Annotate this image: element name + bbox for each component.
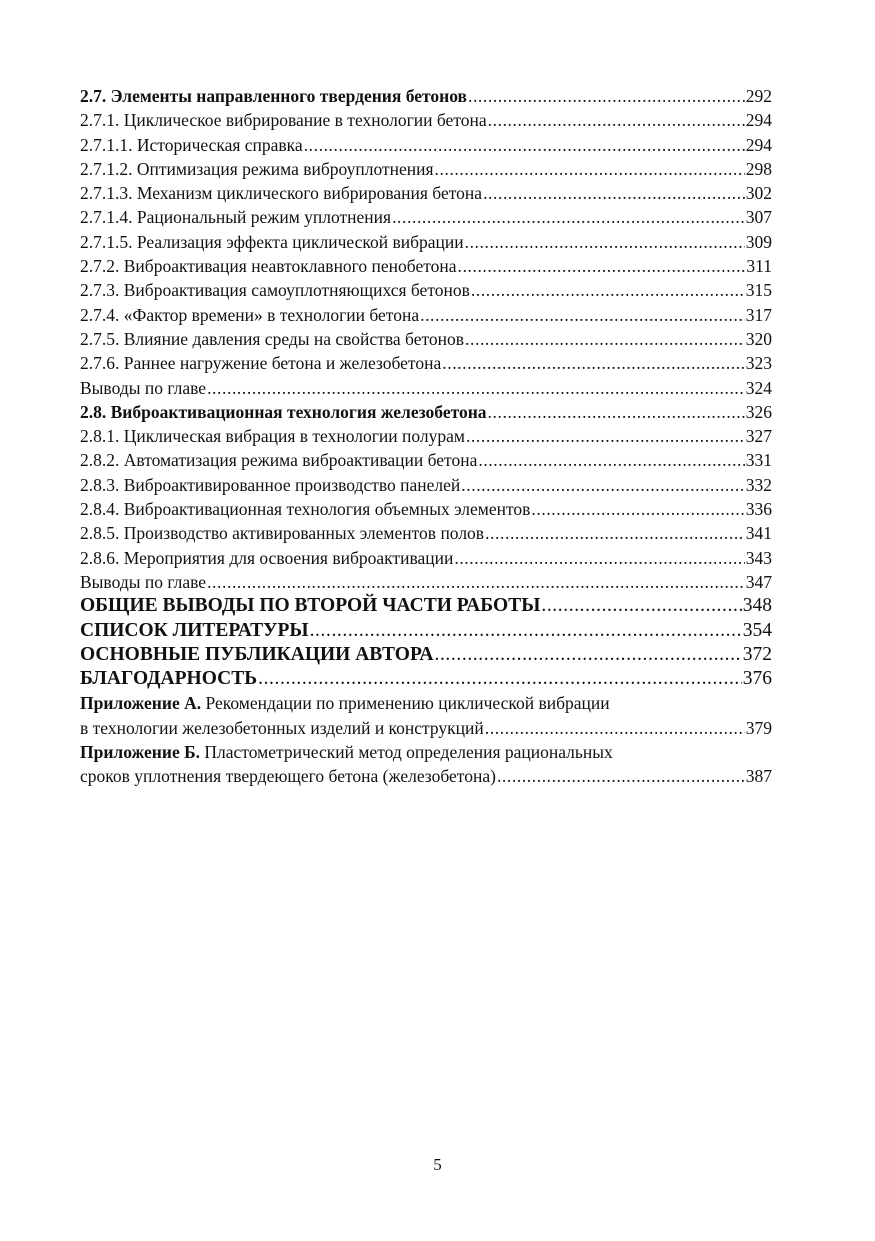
leader-dots bbox=[420, 303, 745, 327]
toc-entry-appendix-b[interactable] bbox=[80, 740, 772, 789]
toc-entry-title: 2.7.6. Раннее нагружение бетона и железобетона bbox=[80, 353, 442, 374]
toc-entry-2-8[interactable] bbox=[80, 400, 772, 424]
toc-page-number: 298 bbox=[745, 158, 772, 179]
toc-entry-2-8-2[interactable] bbox=[80, 448, 772, 472]
toc-page-number: 336 bbox=[745, 499, 772, 520]
toc-entry-2-8-6[interactable] bbox=[80, 546, 772, 570]
toc-entry-title: 2.7.4. «Фактор времени» в технологии бетона bbox=[80, 304, 420, 325]
toc-entry-title: 2.7.1. Циклическое вибрирование в технологии бетона bbox=[80, 110, 487, 131]
toc-page-number: 347 bbox=[745, 571, 772, 592]
leader-dots bbox=[488, 108, 745, 132]
toc-entry-title: 2.7.3. Виброактивация самоуплотняющихся бетонов bbox=[80, 280, 470, 301]
toc-page-number: 326 bbox=[745, 401, 772, 422]
toc-entry-bold-title: Приложение Б. bbox=[80, 742, 201, 763]
toc-entry-title: Выводы по главе bbox=[80, 571, 207, 592]
toc-entry-2-8-3[interactable] bbox=[80, 473, 772, 497]
leader-dots bbox=[310, 619, 742, 643]
toc-entry-title: 2.8.2. Автоматизация режима виброактивации бетона bbox=[80, 450, 478, 471]
leader-dots bbox=[442, 351, 745, 375]
leader-dots bbox=[485, 521, 745, 545]
toc-entry-title: 2.7.1.2. Оптимизация режима виброуплотнения bbox=[80, 158, 434, 179]
leader-dots bbox=[471, 278, 745, 302]
toc-entry-acknowledgements[interactable] bbox=[80, 667, 772, 691]
leader-dots bbox=[207, 376, 745, 400]
toc-entry-title: Пластометрический метод определения рациональных bbox=[200, 742, 613, 763]
toc-entry-title: 2.8.3. Виброактивированное производство панелей bbox=[80, 474, 461, 495]
toc-entry-2-8-1[interactable] bbox=[80, 424, 772, 448]
toc-page-number: 331 bbox=[745, 450, 772, 471]
leader-dots bbox=[461, 473, 744, 497]
toc-entry-bold-title: 2.7. Элементы направленного твердения бетонов bbox=[80, 86, 467, 106]
leader-dots bbox=[483, 181, 745, 205]
toc-entry-title: 2.8.5. Производство активированных элементов полов bbox=[80, 523, 485, 544]
leader-dots bbox=[458, 254, 746, 278]
leader-dots bbox=[478, 448, 744, 472]
toc-entry-title: 2.7.2. Виброактивация неавтоклавного пенобетона bbox=[80, 256, 457, 277]
toc-page-number: 302 bbox=[745, 183, 772, 204]
toc-page-number: 323 bbox=[745, 353, 772, 374]
leader-dots bbox=[541, 594, 741, 618]
toc-entry-2-7-1-5[interactable] bbox=[80, 230, 772, 254]
leader-dots bbox=[258, 667, 742, 691]
toc-entry-2-7-1-1[interactable] bbox=[80, 133, 772, 157]
toc-entry-title: ОСНОВНЫЕ ПУБЛИКАЦИИ АВТОРА bbox=[80, 643, 434, 665]
toc-page-number: 292 bbox=[745, 86, 772, 106]
toc-entry-2-7-1-4[interactable] bbox=[80, 205, 772, 229]
leader-dots bbox=[435, 157, 745, 181]
toc-page-number: 311 bbox=[746, 256, 772, 277]
toc-page-number: 327 bbox=[745, 426, 772, 447]
toc-entry-title: 2.7.5. Влияние давления среды на свойства бетонов bbox=[80, 328, 465, 349]
toc-entry-2-7-1[interactable] bbox=[80, 108, 772, 132]
leader-dots bbox=[466, 424, 745, 448]
toc-page-number: 372 bbox=[742, 643, 772, 665]
toc-page-number: 317 bbox=[745, 304, 772, 325]
leader-dots bbox=[531, 497, 744, 521]
toc-page-number: 348 bbox=[742, 595, 772, 617]
toc-page-number: 343 bbox=[745, 547, 772, 568]
toc-page-number: 379 bbox=[745, 717, 772, 738]
toc-entry-conclusions-2-7[interactable] bbox=[80, 376, 772, 400]
toc-entry-title: 2.7.1.1. Историческая справка bbox=[80, 134, 303, 155]
toc-page-number: 324 bbox=[745, 377, 772, 398]
toc-page-number: 376 bbox=[742, 668, 772, 690]
toc-entry-references[interactable] bbox=[80, 619, 772, 643]
toc-page-number: 315 bbox=[745, 280, 772, 301]
leader-dots bbox=[454, 546, 744, 570]
toc-entry-title: СПИСОК ЛИТЕРАТУРЫ bbox=[80, 619, 309, 641]
toc-entry-2-7-6[interactable] bbox=[80, 351, 772, 375]
toc-entry-title: 2.8.6. Мероприятия для освоения виброактивации bbox=[80, 547, 454, 568]
toc-entry-general-conclusions[interactable] bbox=[80, 594, 772, 618]
toc-entry-2-7-5[interactable] bbox=[80, 327, 772, 351]
toc-entry-appendix-a[interactable] bbox=[80, 691, 772, 740]
leader-dots bbox=[497, 764, 745, 788]
toc-page-number: 354 bbox=[742, 619, 772, 641]
toc-page-number: 320 bbox=[745, 328, 772, 349]
toc-entry-2-7-1-2[interactable] bbox=[80, 157, 772, 181]
toc-entry-2-8-5[interactable] bbox=[80, 521, 772, 545]
toc-page-number: 387 bbox=[745, 766, 772, 787]
leader-dots bbox=[465, 230, 745, 254]
leader-dots bbox=[392, 205, 745, 229]
toc-page-number: 341 bbox=[745, 523, 772, 544]
toc-entry-2-8-4[interactable] bbox=[80, 497, 772, 521]
toc-page-number: 332 bbox=[745, 474, 772, 495]
page-number-footer: 5 bbox=[433, 1155, 442, 1174]
toc-entry-2-7[interactable] bbox=[80, 84, 772, 108]
toc-entry-title: БЛАГОДАРНОСТЬ bbox=[80, 668, 258, 690]
toc-entry-title: 2.8.4. Виброактивационная технология объемных элементов bbox=[80, 499, 531, 520]
toc-page-number: 294 bbox=[745, 134, 772, 155]
toc-entry-title: 2.8.1. Циклическая вибрация в технологии полурам bbox=[80, 426, 465, 447]
leader-dots bbox=[207, 570, 745, 594]
toc-page-number: 309 bbox=[745, 231, 772, 252]
toc-page-number: 294 bbox=[745, 110, 772, 131]
leader-dots bbox=[468, 84, 745, 108]
toc-entry-title: Рекомендации по применению циклической вибрации bbox=[201, 693, 610, 714]
toc-entry-2-7-4[interactable] bbox=[80, 303, 772, 327]
toc-entry-2-7-1-3[interactable] bbox=[80, 181, 772, 205]
toc-entry-publications[interactable] bbox=[80, 643, 772, 667]
table-of-contents bbox=[80, 84, 772, 789]
toc-entry-2-7-3[interactable] bbox=[80, 278, 772, 302]
toc-entry-conclusions-2-8[interactable] bbox=[80, 570, 772, 594]
leader-dots bbox=[304, 133, 745, 157]
toc-entry-title: 2.7.1.3. Механизм циклического вибрирования бетона bbox=[80, 183, 483, 204]
toc-entry-title: 2.7.1.5. Реализация эффекта циклической вибрации bbox=[80, 231, 464, 252]
leader-dots bbox=[465, 327, 745, 351]
toc-entry-title-continued: в технологии железобетонных изделий и конструкций bbox=[80, 717, 484, 738]
toc-entry-title: Выводы по главе bbox=[80, 377, 207, 398]
toc-page-number: 307 bbox=[745, 207, 772, 228]
toc-entry-bold-title: Приложение А. bbox=[80, 693, 202, 714]
toc-entry-bold-title: 2.8. Виброактивационная технология железобетона bbox=[80, 401, 487, 422]
toc-entry-title: 2.7.1.4. Рациональный режим уплотнения bbox=[80, 207, 392, 228]
leader-dots bbox=[434, 643, 741, 667]
leader-dots bbox=[485, 716, 745, 740]
toc-entry-title: ОБЩИЕ ВЫВОДЫ ПО ВТОРОЙ ЧАСТИ РАБОТЫ bbox=[80, 595, 541, 617]
toc-entry-2-7-2[interactable] bbox=[80, 254, 772, 278]
leader-dots bbox=[488, 400, 745, 424]
toc-entry-title-continued: сроков уплотнения твердеющего бетона (железобетона) bbox=[80, 766, 496, 787]
